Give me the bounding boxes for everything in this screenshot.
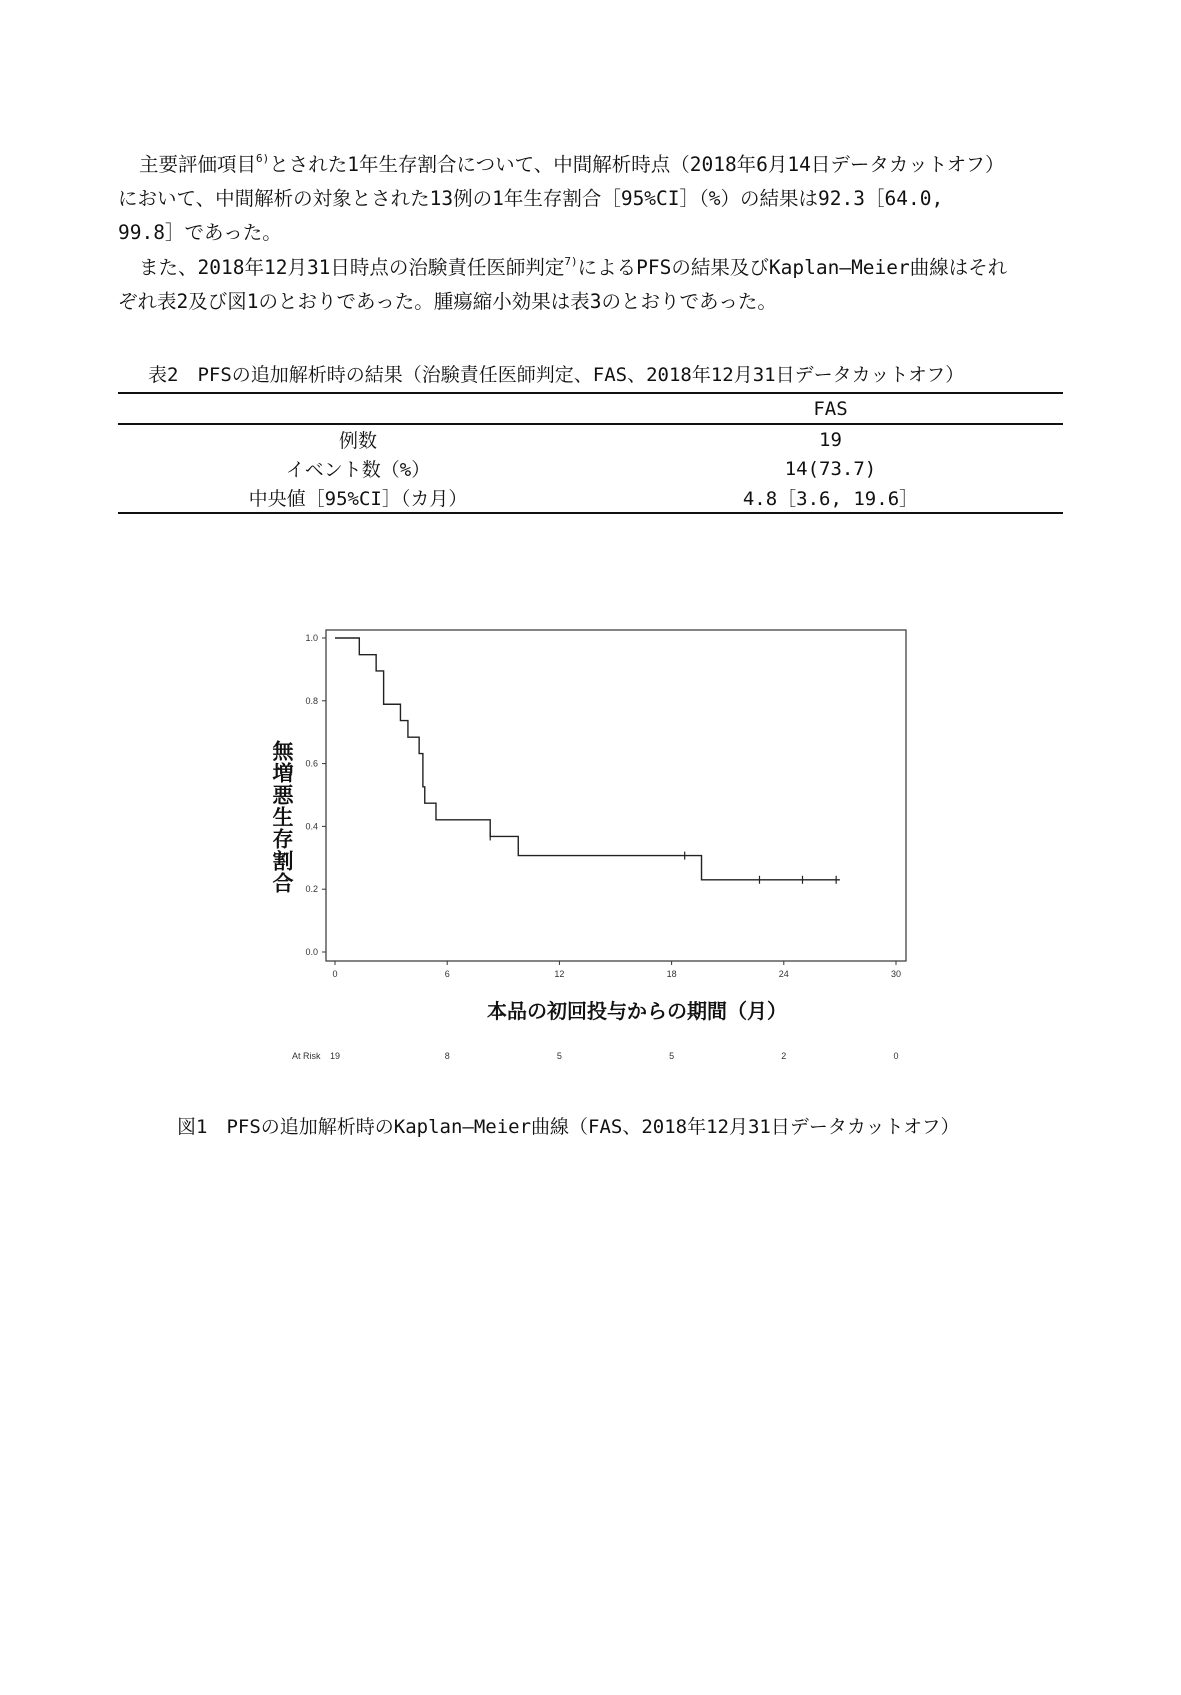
figure-caption: 図1 PFSの追加解析時のKaplan―Meier曲線（FAS、2018年12月31日データカットオフ） [177,1116,960,1138]
at-risk-count: 5 [669,1051,675,1061]
y-tick-label: 1.0 [305,633,318,643]
at-risk-count: 5 [556,1051,562,1061]
y-tick-label: 0.6 [305,758,318,769]
table-row-value: 19 [819,428,842,451]
x-tick-label: 18 [666,969,677,979]
body-text: また、2018年12月31日時点の治験責任医師判定 [139,256,565,279]
at-risk-label: At Risk [292,1051,321,1061]
paragraph-2-line-1 [118,251,1089,285]
x-axis-title: 本品の初回投与からの期間（月） [487,999,787,1023]
results-table [118,392,1063,514]
table-row [118,483,1063,513]
reference-marker: 6) [256,152,270,165]
body-text: 主要評価項目 [139,153,257,176]
table-row-value: 14(73.7) [784,457,877,480]
table-header-cell: FAS [813,397,848,420]
table-row-label: 中央値［95%CI］（カ月） [248,488,468,510]
paragraph-1-line-3: 99.8］であった。 [118,221,282,244]
table-row-label: 例数 [338,430,377,452]
y-tick-label: 0.0 [305,947,318,957]
x-tick-label: 12 [554,969,565,979]
table-row [118,424,1063,454]
at-risk-count: 2 [781,1051,787,1061]
table-header-row [118,393,1063,424]
paragraph-1-line-1 [118,148,1089,182]
y-axis-title: 無増悪生存割合 [270,740,294,894]
reference-marker: 7) [564,255,578,268]
x-tick-label: 30 [890,969,902,979]
body-text: とされた1年生存割合について、中間解析時点（2018年6月14日データカットオフ） [269,153,1005,176]
at-risk-count: 19 [329,1051,341,1061]
km-figure [262,622,918,1068]
table-row [118,454,1063,483]
at-risk-count: 0 [893,1051,899,1061]
y-tick-label: 0.8 [305,695,318,706]
x-tick-label: 24 [778,969,789,979]
table-row-label: イベント数（%） [285,459,431,481]
km-chart [262,622,918,1068]
table-row-value: 4.8［3.6, 19.6］ [742,488,919,510]
body-text: によるPFSの結果及びKaplan―Meier曲線はそれ [577,256,1008,279]
at-risk-count: 8 [444,1051,450,1061]
y-tick-label: 0.4 [305,821,318,832]
paragraph-1-line-2: において、中間解析の対象とされた13例の1年生存割合［95%CI］（%）の結果は92.3［64.0, [118,187,944,210]
paragraph-2-line-2: ぞれ表2及び図1のとおりであった。腫瘍縮小効果は表3のとおりであった。 [118,290,777,313]
table-caption: 表2 PFSの追加解析時の結果（治験責任医師判定、FAS、2018年12月31日データカットオフ） [148,364,965,386]
y-tick-label: 0.2 [305,884,318,895]
table-header-cell [118,393,598,424]
x-tick-label: 6 [444,969,450,979]
x-tick-label: 0 [332,969,338,979]
